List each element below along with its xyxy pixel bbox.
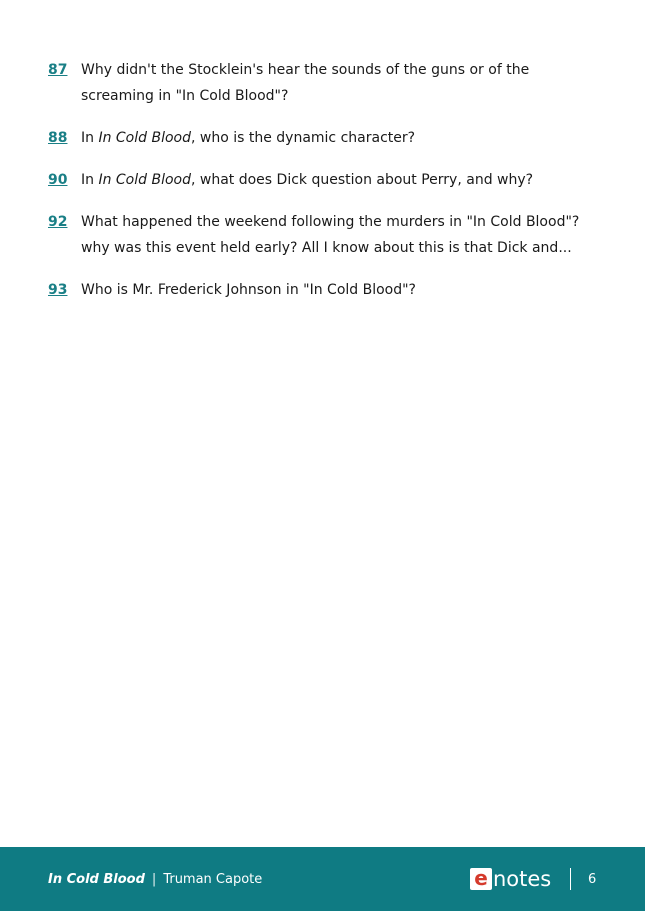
question-list [48,57,588,319]
question-item [48,209,588,261]
question-item [48,57,588,109]
question-text-part: Why didn't the Stocklein's hear the sounds of the guns or of the screaming in "In Cold Blood"? [81,62,530,104]
footer-book-info [48,847,262,911]
page-number: 6 [588,871,597,887]
question-text-part: In [81,172,99,188]
question-text-part: , what does Dick question about Perry, and why? [190,172,534,188]
question-item [48,125,588,151]
question-number-link[interactable]: 93 [48,282,68,298]
question-text [81,277,588,303]
question-item [48,277,588,303]
footer-separator: | [151,871,157,887]
question-text [81,57,588,109]
question-text [81,167,588,193]
question-text-part: Who is Mr. Frederick Johnson in "In Cold Blood"? [81,282,416,298]
question-text [81,125,588,151]
enotes-logo[interactable] [470,866,551,892]
question-item [48,167,588,193]
question-text [81,209,588,261]
question-number-link[interactable]: 92 [48,214,68,230]
question-text-part: , who is the dynamic character? [190,130,416,146]
question-text-part: In [81,130,99,146]
footer-book-title: In Cold Blood [48,871,145,887]
question-number-link[interactable]: 90 [48,172,68,188]
enotes-logo-text: notes [493,867,552,891]
question-number-link[interactable]: 88 [48,130,68,146]
question-number-link[interactable]: 87 [48,62,68,78]
footer-divider [570,868,571,890]
enotes-logo-e-icon: e [470,868,492,890]
question-text-italic: In Cold Blood [98,130,191,146]
page-footer [0,847,645,911]
footer-author: Truman Capote [163,871,263,887]
question-text-part: What happened the weekend following the murders in "In Cold Blood"?why was this event held early? All I know about this is that Dick and... [81,214,580,256]
question-text-italic: In Cold Blood [98,172,191,188]
